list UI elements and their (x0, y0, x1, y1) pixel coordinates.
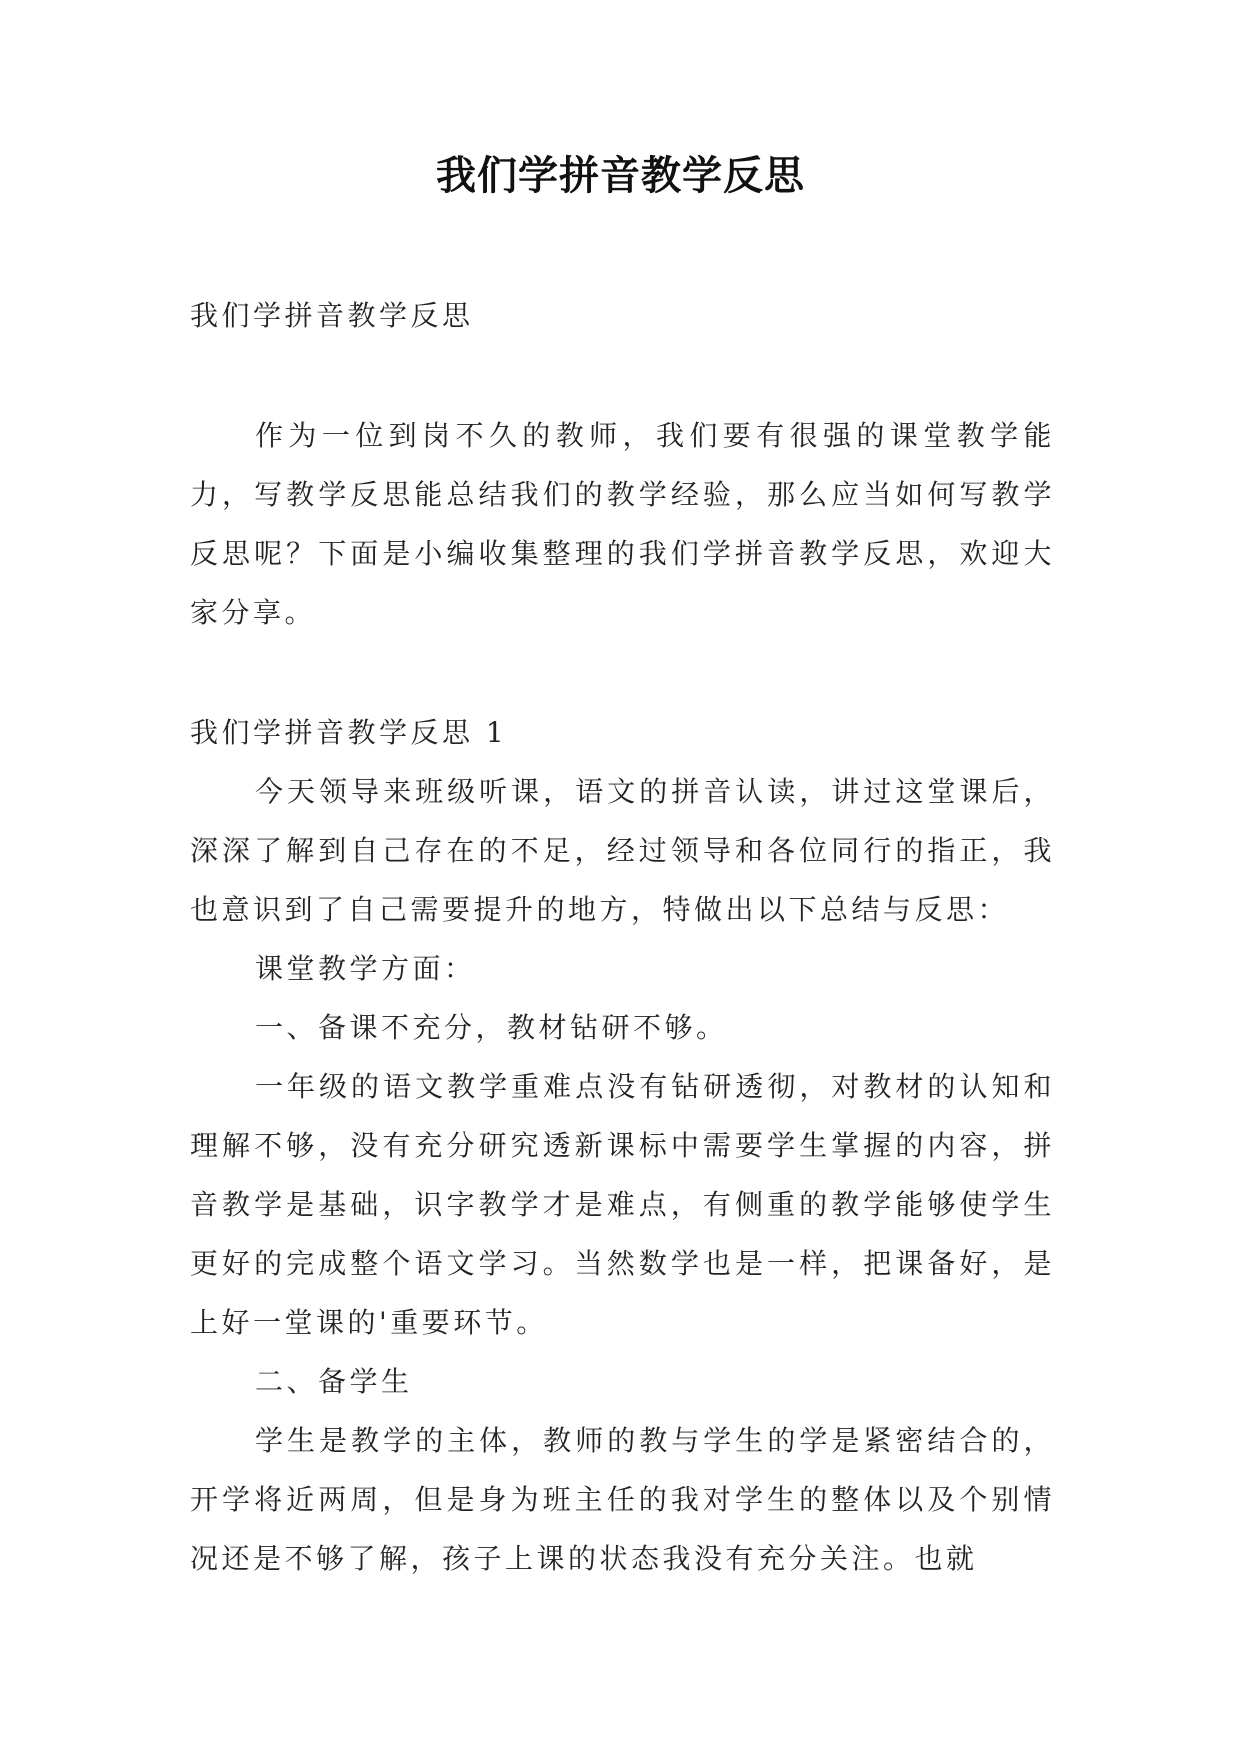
body-paragraph-3: 一、备课不充分，教材钻研不够。 (255, 1011, 728, 1044)
body-paragraph-2: 课堂教学方面： (255, 952, 476, 985)
body-paragraph-4: 一年级的语文教学重难点没有钻研透彻，对教材的认知和理解不够，没有充分研究透新课标中需要学生掌握的内容，拼音教学是基础，识字教学才是难点，有侧重的教学能够使学生更好的完成整个语文学习。当然数学也是一样，把课备好，是上好一堂课的'重要环节。 (190, 1070, 1055, 1339)
document-body (190, 286, 1055, 1588)
document-title: 我们学拼音教学反思 (436, 153, 805, 199)
document-subtitle: 我们学拼音教学反思 (190, 299, 474, 332)
section-title: 我们学拼音教学反思 1 (190, 716, 508, 749)
body-paragraph-6: 学生是教学的主体，教师的教与学生的学是紧密结合的，开学将近两周，但是身为班主任的我对学生的整体以及个别情况还是不够了解，孩子上课的状态我没有充分关注。也就 (190, 1424, 1055, 1575)
body-paragraph-5: 二、备学生 (255, 1365, 413, 1398)
body-paragraph-1: 今天领导来班级听课，语文的拼音认读，讲过这堂课后，深深了解到自己存在的不足，经过领导和各位同行的指正，我也意识到了自己需要提升的地方，特做出以下总结与反思： (190, 775, 1055, 926)
intro-paragraph: 作为一位到岗不久的教师，我们要有很强的课堂教学能力，写教学反思能总结我们的教学经验，那么应当如何写教学反思呢？下面是小编收集整理的我们学拼音教学反思，欢迎大家分享。 (190, 419, 1055, 629)
